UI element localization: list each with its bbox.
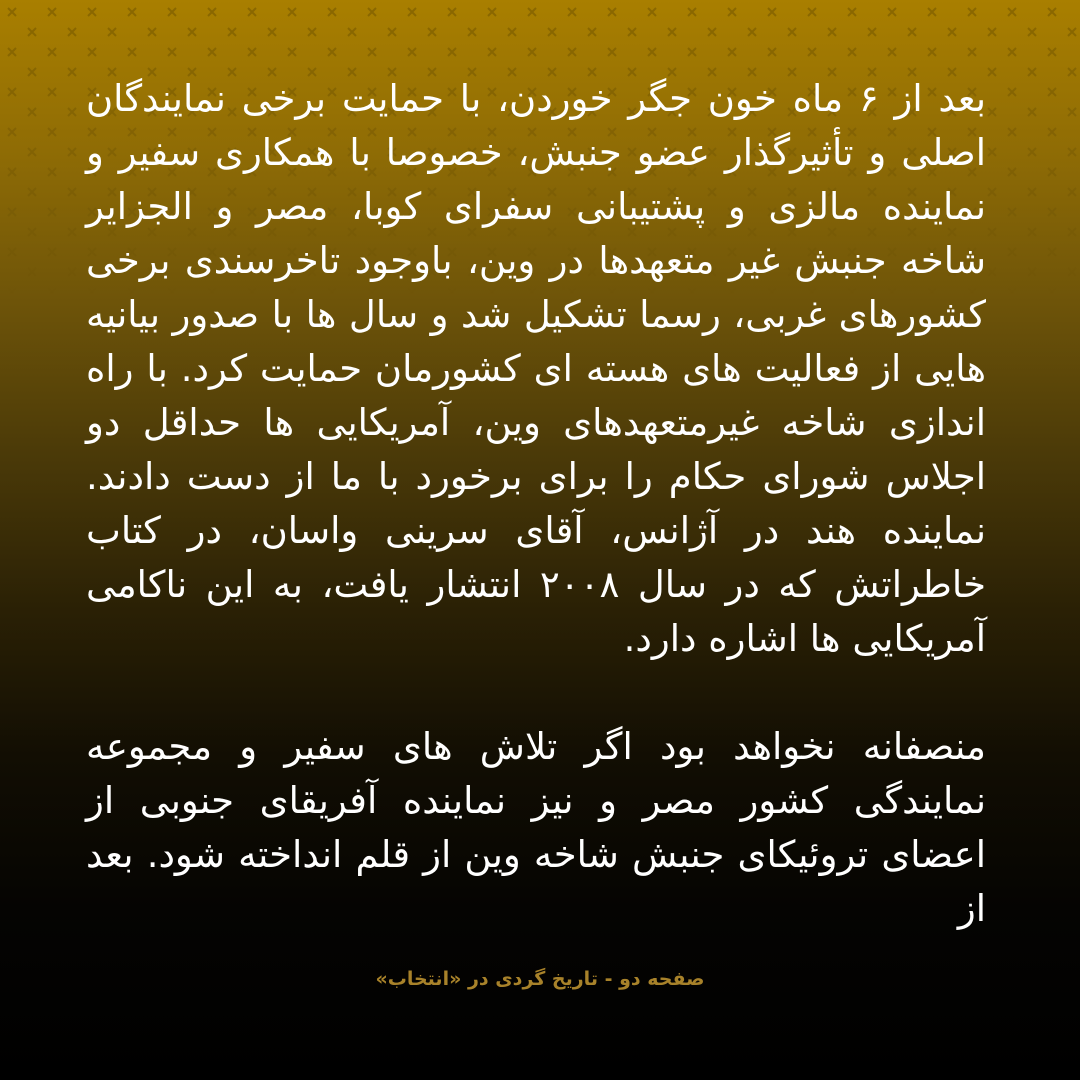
article-paragraph-2: منصفانه نخواهد بود اگر تلاش های سفیر و مجموعه نمایندگی کشور مصر و نیز نماینده آفریقای جنوبی از اعضای تروئیکای جنبش شاخه وین از قلم انداخته شود. بعد از bbox=[86, 725, 986, 930]
article-body bbox=[86, 72, 986, 936]
page-footer-caption: صفحه دو - تاریخ گردی در «انتخاب» bbox=[375, 968, 705, 990]
article-paragraph-1: بعد از ۶ ماه خون جگر خوردن، با حمایت برخی نمایندگان اصلی و تأثیرگذار عضو جنبش، خصوصا با همکاری سفیر و نماینده مالزی و پشتیبانی سفرای کوبا، مصر و الجزایر شاخه جنبش غیر متعهدها در وین، باوجود تاخرسندی برخی کشورهای غربی، رسما تشکیل شد و سال ها با صدور بیانیه هایی از فعالیت های هسته ای کشورمان حمایت کرد. با راه اندازی شاخه غیرمتعهدهای وین، آمریکایی ها حداقل دو اجلاس شورای حکام را برای برخورد با ما از دست دادند. نماینده هند در آژانس، آقای سرینی واسان، در کتاب خاطراتش که در سال ۲۰۰۸ انتشار یافت، به این ناکامی آمریکایی ها اشاره دارد. bbox=[86, 77, 986, 660]
